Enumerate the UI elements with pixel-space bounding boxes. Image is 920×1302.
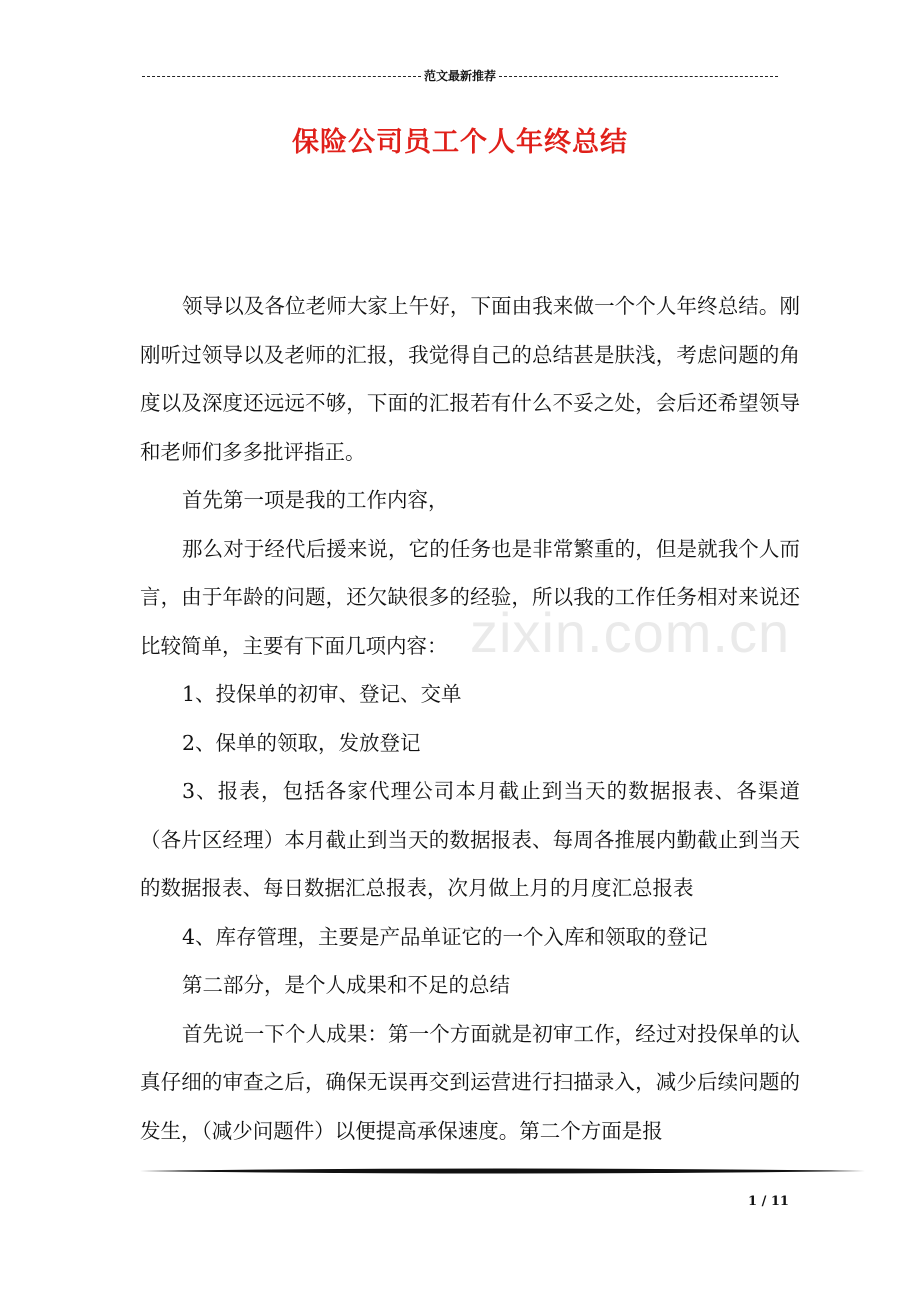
header-dash-right (499, 76, 778, 77)
page-header (140, 68, 780, 84)
paragraph: 那么对于经代后援来说，它的任务也是非常繁重的，但是就我个人而言，由于年龄的问题，还欠缺很多的经验，所以我的工作任务相对来说还比较简单，主要有下面几项内容： (140, 536, 800, 658)
list-item: 3、报表，包括各家代理公司本月截止到当天的数据报表、各渠道（各片区经理）本月截止到当天的数据报表、每周各推展内勤截止到当天的数据报表、每日数据汇总报表，次月做上月的月度汇总报表 (140, 779, 800, 900)
document-body (140, 282, 800, 1155)
page-number: 1 / 11 (748, 1194, 789, 1209)
paragraph: 领导以及各位老师大家上午好，下面由我来做一个个人年终总结。刚刚听过领导以及老师的汇报，我觉得自己的总结甚是肤浅，考虑问题的角度以及深度还远远不够，下面的汇报若有什么不妥之处，会后还希望领导和老师们多多批评指正。 (140, 294, 800, 464)
paragraph: 首先说一下个人成果：第一个方面就是初审工作，经过对投保单的认真仔细的审查之后，确保无误再交到运营进行扫描录入，减少后续问题的发生，（减少问题件）以便提高承保速度。第二个方面是报 (140, 1021, 800, 1143)
document-title: 保险公司员工个人年终总结 (292, 127, 628, 158)
list-item: 2、保单的领取，发放登记 (182, 730, 421, 755)
header-dash-left (142, 76, 421, 77)
list-item: 1、投保单的初审、登记、交单 (182, 682, 462, 706)
list-item: 4、库存管理，主要是产品单证它的一个入库和领取的登记 (182, 924, 708, 949)
paragraph: 首先第一项是我的工作内容， (182, 488, 449, 512)
paragraph: 第二部分，是个人成果和不足的总结 (182, 973, 510, 997)
header-text: 范文最新推荐 (424, 69, 497, 83)
watermark: zixin.com.cn (470, 601, 791, 664)
footer-rule (140, 1166, 865, 1176)
